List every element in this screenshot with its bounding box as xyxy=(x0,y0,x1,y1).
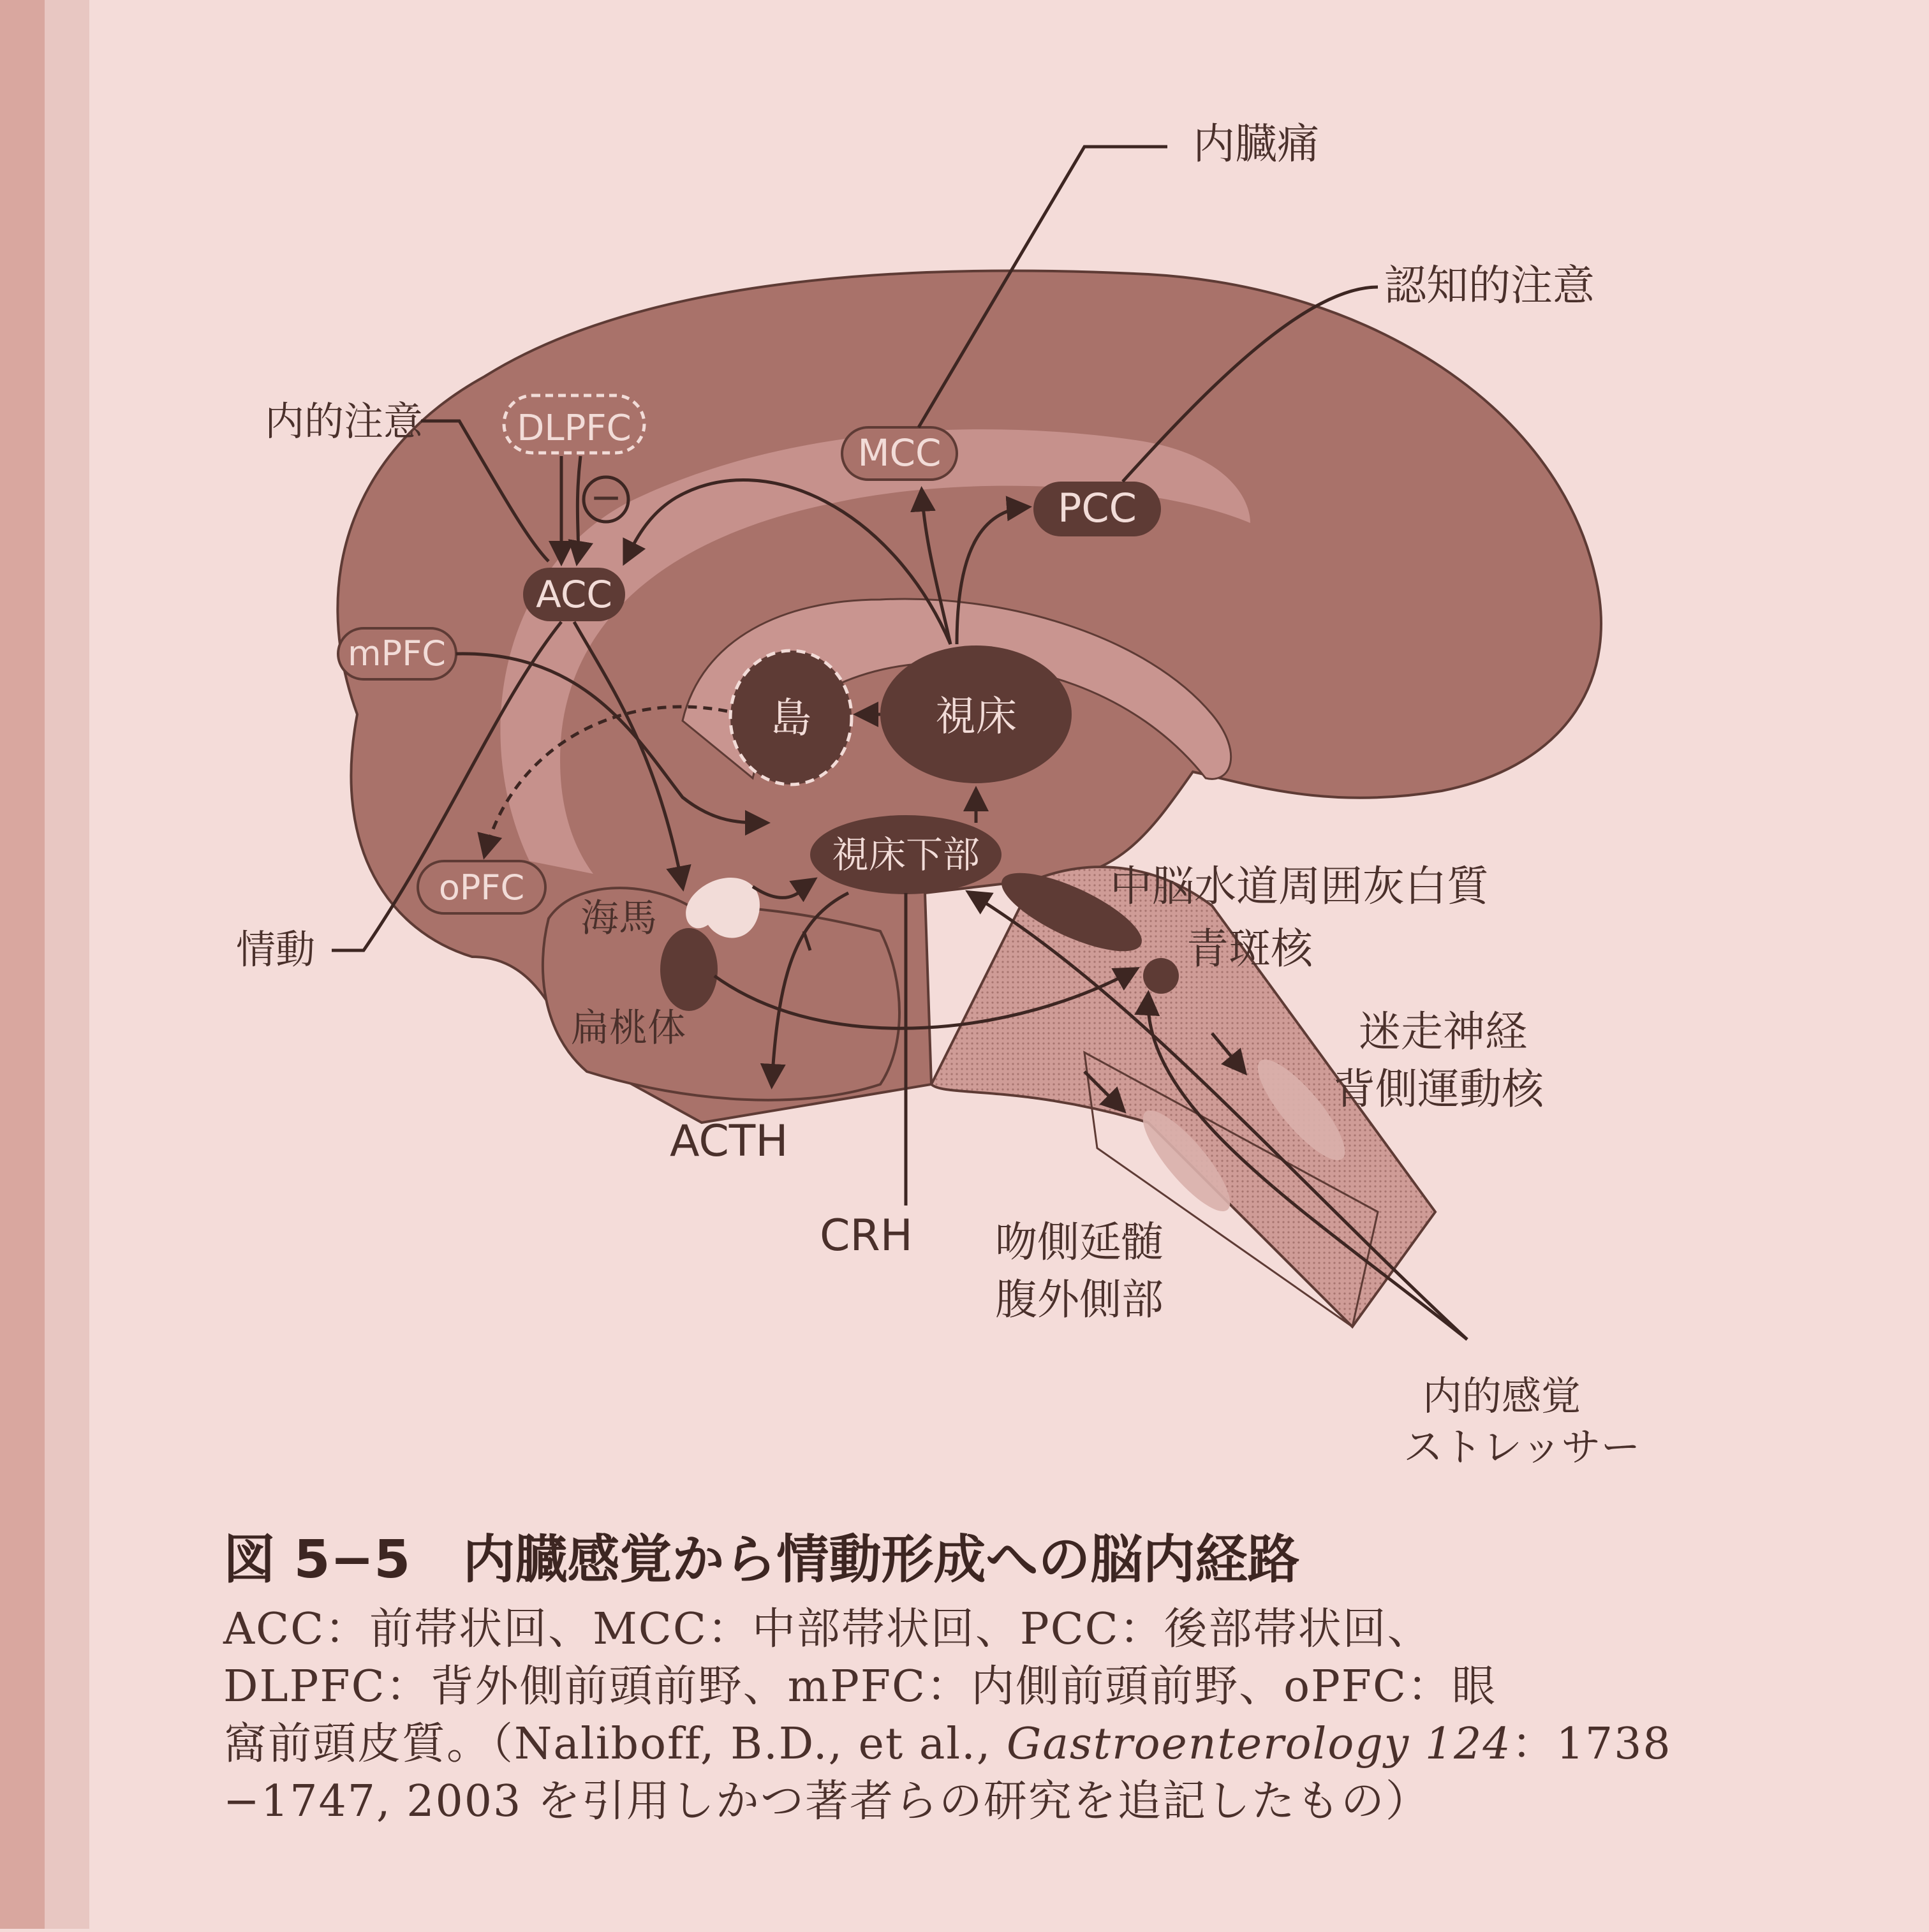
opfc-label: oPFC xyxy=(438,867,525,908)
figure-caption-title: 図 5−5 内臓感覚から情動形成への脳内経路 xyxy=(223,1530,1300,1590)
label-crh: CRH xyxy=(820,1211,913,1261)
label-rvlm-2: 腹外側部 xyxy=(995,1275,1164,1324)
amygdala-shape xyxy=(660,928,718,1011)
hypothalamus-label: 視床下部 xyxy=(831,833,980,876)
pcc-label: PCC xyxy=(1058,485,1137,531)
caption-journal: Gastroenterology 124 xyxy=(1007,1719,1512,1769)
label-pag: 中脳水道周囲灰白質 xyxy=(1110,862,1489,911)
mpfc-label: mPFC xyxy=(348,633,446,674)
caption-line-2: DLPFC：背外側前頭前野、mPFC：内側前頭前野、oPFC：眼 xyxy=(223,1662,1497,1712)
insula-label: 島 xyxy=(771,695,811,742)
label-hippocampus: 海馬 xyxy=(580,896,657,941)
label-locus: 青斑核 xyxy=(1186,924,1313,973)
label-amygdala: 扁桃体 xyxy=(571,1006,686,1051)
caption-line-4: −1747, 2003 を引用しかつ著者らの研究を追記したもの） xyxy=(223,1776,1430,1827)
caption-line-1: ACC：前帯状回、MCC：中部帯状回、PCC：後部帯状回、 xyxy=(223,1604,1432,1655)
label-stress-1: 内的感覚 xyxy=(1423,1373,1581,1419)
label-vagus-1: 迷走神経 xyxy=(1359,1007,1527,1056)
label-cognitive-attention: 認知的注意 xyxy=(1384,261,1595,310)
label-vagus-2: 背側運動核 xyxy=(1333,1065,1544,1114)
caption-line-3 xyxy=(223,1709,1672,1771)
label-internal-attention: 内的注意 xyxy=(265,398,424,445)
acc-label: ACC xyxy=(536,573,612,616)
label-rvlm-1: 吻側延髄 xyxy=(995,1218,1164,1267)
label-acth: ACTH xyxy=(670,1116,788,1167)
book-gutter xyxy=(0,0,45,1929)
label-pain: 内臓痛 xyxy=(1193,119,1319,168)
caption-line-3a: 窩前頭皮質。（Naliboff, B.D., et al., xyxy=(223,1719,1007,1769)
label-stress-2: ストレッサー xyxy=(1403,1424,1641,1470)
locus-shape xyxy=(1143,958,1179,994)
minus-label: − xyxy=(589,475,623,520)
label-emotion: 情動 xyxy=(236,926,316,973)
mcc-label: MCC xyxy=(857,431,942,475)
caption-line-3c: ：1738 xyxy=(1511,1719,1672,1769)
dlpfc-label: DLPFC xyxy=(517,408,632,449)
thalamus-label: 視床 xyxy=(935,693,1017,741)
